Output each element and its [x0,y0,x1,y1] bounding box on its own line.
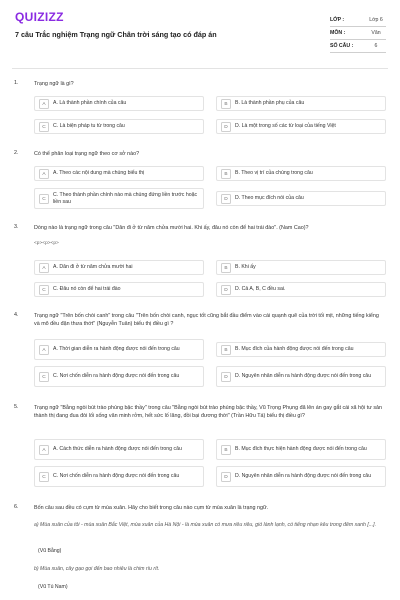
question-number: 3. [14,224,19,230]
option-d[interactable] [216,466,386,487]
option-text: A. Theo các nội dung mà chúng biểu thị [53,170,145,177]
option-letter: B [221,263,231,273]
option-text: C. Nơi chốn diễn ra hành động được nói đến trong câu [53,473,180,480]
question-number: 2. [14,150,19,156]
meta-value: 6 [374,43,378,49]
meta-value: Văn [371,30,381,36]
question-number: 1. [14,80,19,86]
meta-row-count [330,40,386,53]
question-text: Có thể phân loại trạng ngữ theo cơ sở nào? [34,151,140,157]
question-text: Bốn câu sau đều có cụm từ mùa xuân. Hãy cho biết trong câu nào cụm từ mùa xuân là trạng ngữ. [34,505,269,511]
option-text: D. Nguyên nhân diễn ra hành động được nói đến trong câu [235,373,372,380]
question-1 [14,80,386,88]
option-d[interactable] [216,119,386,134]
option-text: B. Mục đích của hành động được nói đến trong câu [235,346,354,353]
question-number: 4. [14,312,19,318]
option-text: D. Theo mục đích nói của câu [235,195,304,202]
question-text: Trạng ngữ là gì? [34,81,74,87]
option-letter: B [221,169,231,179]
quizizz-logo: QUIZIZZ [15,10,64,24]
worksheet-header [0,0,400,64]
meta-label: MÔN : [330,30,346,36]
question-text: Trạng ngữ "Trên bốn chòi canh" trong câu "Trên bốn chòi canh, ngục tốt cũng bắt đầu điểm vào cái quạnh quẽ của trời tối mịt, những tiếng kiểng và mõ đều đặn thưa thớt" (Nguyễn Tuân) biểu thị điều gì ? [34,313,379,327]
passage-a-author: (Vũ Bằng) [38,548,62,554]
option-d[interactable] [216,191,386,206]
option-text: A. Thời gian diễn ra hành động được nói đến trong câu [53,346,180,353]
option-b[interactable] [216,342,386,357]
option-a[interactable] [34,260,204,275]
option-a[interactable] [34,339,204,360]
option-c[interactable] [34,282,204,297]
option-text: B. Theo vị trí của chúng trong câu [235,170,313,177]
option-letter: A [39,169,49,179]
option-text: C. Là biện pháp tu từ trong câu [53,123,125,130]
option-text: D. Cả A, B, C đều sai. [235,286,286,293]
option-letter: D [221,472,231,482]
option-b[interactable] [216,166,386,181]
option-letter: D [221,194,231,204]
option-text: A. Cách thức diễn ra hành động được nói đến trong câu [53,446,182,453]
option-text: D. Là một trong số các từ loại của tiếng Việt [235,123,336,130]
question-3 [14,224,386,232]
option-text: B. Mục đích thực hiện hành động được nói đến trong câu [235,446,367,453]
option-letter: C [39,372,49,382]
option-a[interactable] [34,439,204,460]
option-letter: C [39,472,49,482]
option-letter: D [221,285,231,295]
option-d[interactable] [216,282,386,297]
passage-a: a) Mùa xuân của tôi - mùa xuân Bắc Việt, mùa xuân của Hà Nội - là mùa xuân có mưa riêu riêu, gió lành lạnh, có tiếng nhạn kêu trong đêm xanh [...]. [34,522,377,528]
option-text: C. Theo thành phần chính nào mà chúng đứng liền trước hoặc liền sau [53,191,198,205]
option-b[interactable] [216,96,386,111]
meta-label: SỐ CÂU : [330,43,354,49]
question-4 [14,312,386,328]
option-text: C. Đâu nó còn để hai trái đào [53,286,121,293]
option-c[interactable] [34,366,204,387]
option-letter: B [221,345,231,355]
option-letter: D [221,122,231,132]
meta-row-subject [330,27,386,40]
option-text: B. Khi ấy [235,264,256,271]
question-2 [14,150,386,158]
option-text: A. Là thành phần chính của câu [53,100,127,107]
option-a[interactable] [34,166,204,181]
option-text: B. Là thành phần phụ của câu [235,100,305,107]
question-5 [14,404,386,420]
question-6 [14,504,386,512]
option-a[interactable] [34,96,204,111]
option-letter: C [39,285,49,295]
passage-b-author: (Vũ Tú Nam) [38,584,68,590]
question-number: 6. [14,504,19,510]
option-c[interactable] [34,466,204,487]
option-letter: A [39,445,49,455]
option-letter: A [39,263,49,273]
option-letter: B [221,445,231,455]
meta-value: Lớp 6 [369,17,383,23]
option-letter: A [39,99,49,109]
option-text: C. Nơi chốn diễn ra hành động được nói đến trong câu [53,373,180,380]
option-letter: C [39,122,49,132]
option-letter: B [221,99,231,109]
meta-label: LỚP : [330,17,345,23]
question-number: 5. [14,404,19,410]
option-c[interactable] [34,188,204,209]
option-b[interactable] [216,260,386,275]
option-letter: D [221,372,231,382]
option-text: A. Dân đi ở từ năm chửa mười hai [53,264,133,271]
option-b[interactable] [216,439,386,460]
option-text: D. Nguyên nhân diễn ra hành động được nói đến trong câu [235,473,372,480]
option-letter: A [39,345,49,355]
question-text: Dòng nào là trạng ngữ trong câu "Dân đi ở từ năm chửa mười hai. Khi ấy, đâu nó còn để hai trái đào". (Nam Cao)? [34,225,309,231]
header-divider [12,68,388,69]
worksheet-title: 7 câu Trắc nghiệm Trạng ngữ Chân trời sáng tạo có đáp án [15,30,217,39]
option-letter: C [39,194,49,204]
option-d[interactable] [216,366,386,387]
passage-b: b) Mùa xuân, cây gạo gọi đến bao nhiêu là chim ríu rít. [34,566,160,572]
option-c[interactable] [34,119,204,134]
worksheet-meta [330,14,386,53]
meta-row-grade [330,14,386,27]
question-text: Trạng ngữ "Bằng ngòi bút trào phúng bậc thầy" trong câu "Bằng ngòi bút trào phúng bậc thầy, Vũ Trọng Phụng đã lên án gay gắt cái xã hội tư sản thành thị đang đua đòi lối sống văn minh rởm, hết sức lố lăng, đồi bại đương thời" (Trần Hữu Tá) biểu thị điều gì? [34,405,383,419]
question-extra-text: <p><p><p> [34,241,59,246]
